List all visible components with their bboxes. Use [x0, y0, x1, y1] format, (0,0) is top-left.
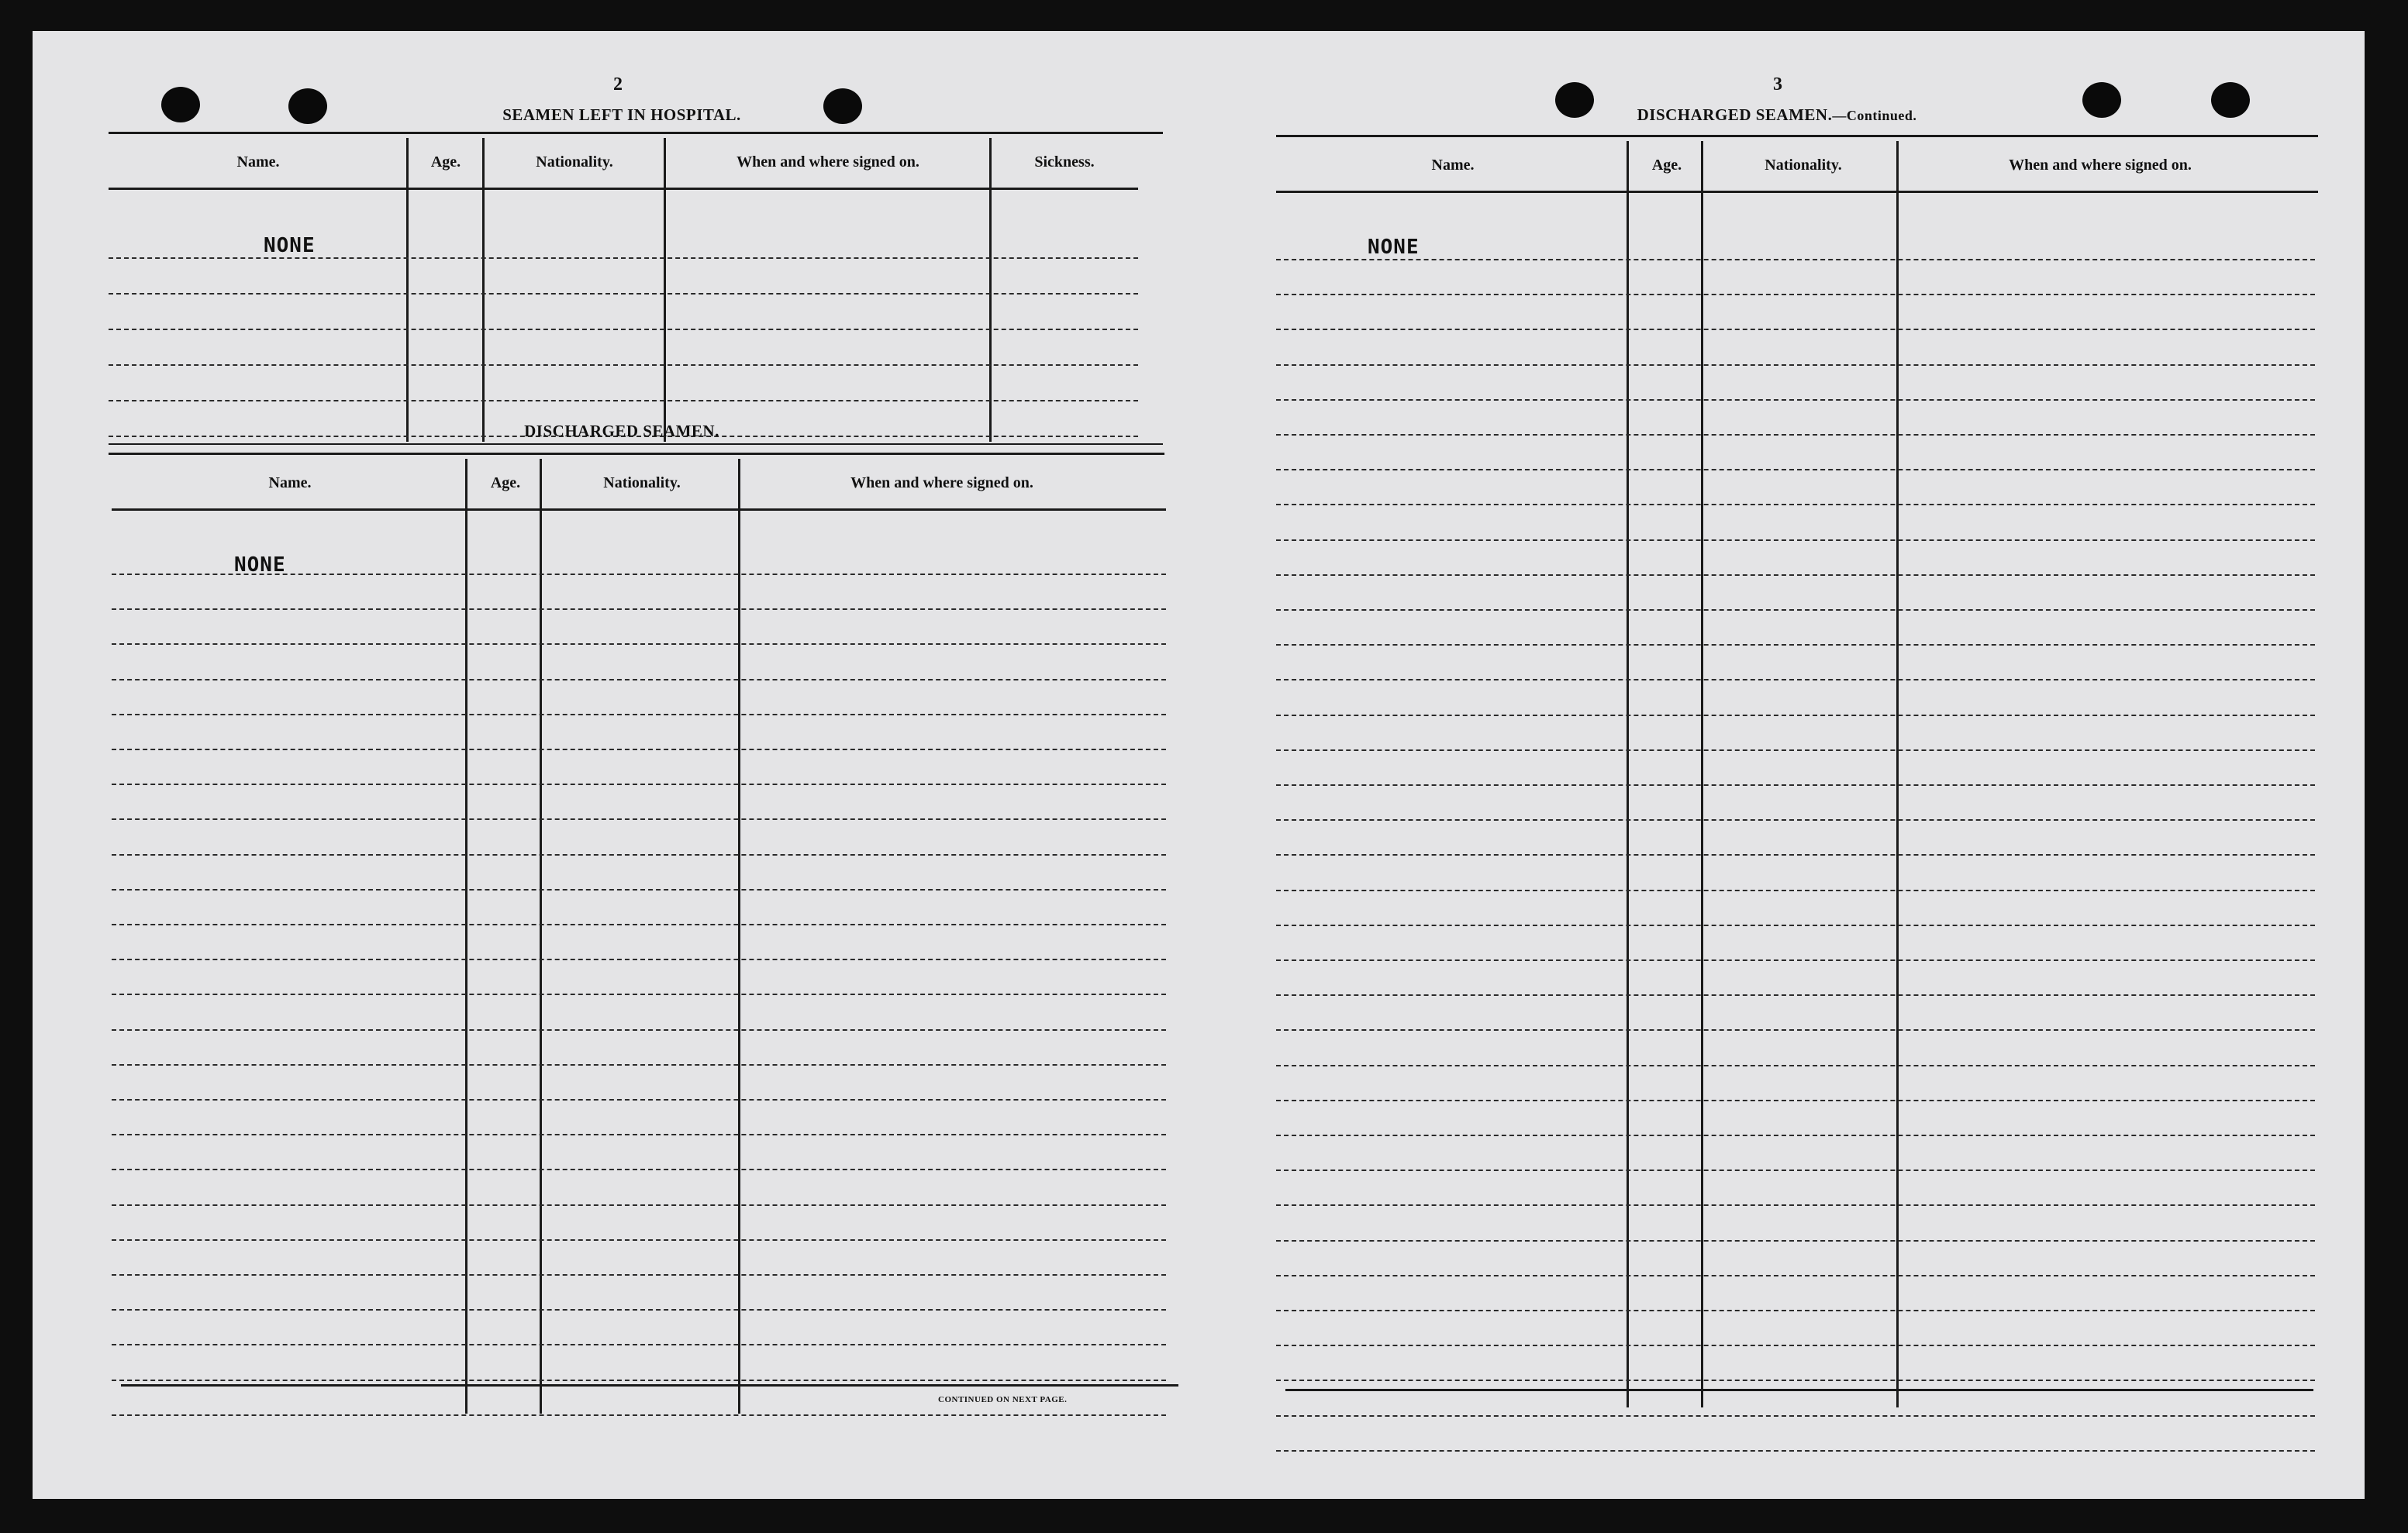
- row-line: [112, 818, 1166, 820]
- row-line: [112, 608, 1166, 610]
- row-line: [1276, 539, 2315, 541]
- row-line: [112, 1029, 1166, 1031]
- row-line: [1276, 504, 2315, 505]
- row-line: [1276, 1310, 2315, 1311]
- hospital-top-rule: [109, 132, 1163, 134]
- right-top-rule: [1276, 135, 2318, 137]
- row-line: [1276, 329, 2315, 330]
- hospital-entry-none: NONE: [264, 234, 316, 257]
- row-line: [1276, 925, 2315, 926]
- row-line: [1276, 1204, 2315, 1206]
- discharged-entry-none: NONE: [234, 553, 286, 577]
- row-line: [1276, 715, 2315, 716]
- row-line: [1276, 644, 2315, 646]
- row-line: [112, 1064, 1166, 1066]
- column-divider: [482, 138, 485, 442]
- row-line: [112, 924, 1166, 925]
- row-line: [1276, 679, 2315, 680]
- row-line: [1276, 1240, 2315, 1242]
- column-header-nationality: Nationality.: [536, 153, 613, 171]
- row-line: [1276, 959, 2315, 961]
- row-line: [109, 400, 1138, 401]
- row-line: [112, 679, 1166, 680]
- row-line: [109, 329, 1138, 330]
- right-title-sub: —Continued.: [1832, 108, 1917, 123]
- column-header-signed-on: When and where signed on.: [850, 474, 1033, 491]
- column-header-name: Name.: [1431, 156, 1475, 174]
- column-header-age: Age.: [490, 474, 521, 491]
- column-divider: [664, 138, 666, 442]
- row-line: [112, 1380, 1166, 1381]
- row-line: [1276, 1345, 2315, 1346]
- row-line: [1276, 1100, 2315, 1101]
- row-line: [1276, 469, 2315, 470]
- left-page-number: 2: [613, 74, 623, 95]
- column-divider: [465, 459, 467, 1414]
- row-line: [1276, 854, 2315, 856]
- row-line: [109, 364, 1138, 366]
- column-header-name: Name.: [268, 474, 312, 491]
- row-line: [1276, 819, 2315, 821]
- column-header-name: Name.: [236, 153, 280, 171]
- discharged-continued-table: [1276, 141, 2323, 1420]
- header-underline: [112, 508, 1166, 511]
- row-line: [112, 1204, 1166, 1206]
- discharged-section-title: DISCHARGED SEAMEN.: [524, 422, 719, 440]
- row-line: [112, 1414, 1166, 1416]
- right-title-main: DISCHARGED SEAMEN.: [1637, 105, 1833, 124]
- row-line: [112, 643, 1166, 645]
- row-line: [1276, 574, 2315, 576]
- right-bottom-rule: [1285, 1389, 2313, 1391]
- left-bottom-rule: [121, 1384, 1178, 1387]
- row-line: [1276, 364, 2315, 366]
- column-header-signed-on: When and where signed on.: [2009, 156, 2192, 174]
- ledger-sheet: [33, 31, 2365, 1499]
- row-line: [112, 714, 1166, 715]
- discharged-top-rule: [109, 453, 1164, 455]
- row-line: [1276, 399, 2315, 401]
- continued-note: CONTINUED ON NEXT PAGE.: [938, 1395, 1068, 1404]
- punch-hole: [823, 88, 862, 124]
- punch-hole: [1555, 82, 1594, 118]
- column-divider: [989, 138, 992, 442]
- column-divider: [406, 138, 409, 442]
- row-line: [1276, 890, 2315, 891]
- hospital-section-title: SEAMEN LEFT IN HOSPITAL.: [502, 105, 741, 124]
- row-line: [1276, 434, 2315, 436]
- row-line: [1276, 1415, 2315, 1417]
- row-line: [1276, 1170, 2315, 1171]
- column-divider: [1627, 141, 1629, 1407]
- row-line: [112, 994, 1166, 995]
- row-line: [112, 1099, 1166, 1101]
- row-line: [1276, 1275, 2315, 1276]
- column-header-sickness: Sickness.: [1034, 153, 1095, 171]
- punch-hole: [2082, 82, 2121, 118]
- row-line: [109, 257, 1138, 259]
- row-line: [112, 889, 1166, 891]
- punch-hole: [161, 87, 200, 122]
- row-line: [112, 1274, 1166, 1276]
- punch-hole: [288, 88, 327, 124]
- row-line: [1276, 294, 2315, 295]
- row-line: [1276, 784, 2315, 786]
- continued-entry-none: NONE: [1368, 236, 1420, 259]
- column-header-signed-on: When and where signed on.: [737, 153, 919, 171]
- row-line: [109, 293, 1138, 295]
- row-line: [1276, 1450, 2315, 1452]
- row-line: [1276, 749, 2315, 751]
- row-line: [112, 1239, 1166, 1241]
- row-line: [112, 1134, 1166, 1135]
- right-section-title: [1622, 105, 1932, 125]
- right-page-number: 3: [1773, 74, 1782, 95]
- row-line: [112, 784, 1166, 785]
- row-line: [1276, 1135, 2315, 1136]
- row-line: [1276, 1380, 2315, 1381]
- column-header-nationality: Nationality.: [603, 474, 681, 491]
- hospital-table: [109, 138, 1163, 442]
- row-line: [1276, 259, 2315, 260]
- row-line: [112, 1169, 1166, 1170]
- header-underline: [1276, 191, 2318, 193]
- column-header-age: Age.: [1651, 156, 1682, 174]
- row-line: [112, 1309, 1166, 1311]
- row-line: [112, 1344, 1166, 1345]
- discharged-table: [112, 459, 1174, 1466]
- punch-hole: [2211, 82, 2250, 118]
- column-header-nationality: Nationality.: [1765, 156, 1842, 174]
- header-underline: [109, 188, 1138, 190]
- row-line: [112, 749, 1166, 750]
- row-line: [1276, 994, 2315, 996]
- row-line: [1276, 1029, 2315, 1031]
- column-header-age: Age.: [430, 153, 461, 171]
- column-divider: [540, 459, 542, 1414]
- row-line: [112, 854, 1166, 856]
- row-line: [1276, 1065, 2315, 1066]
- column-divider: [738, 459, 740, 1414]
- row-line: [112, 959, 1166, 960]
- column-divider: [1701, 141, 1703, 1407]
- column-divider: [1896, 141, 1899, 1407]
- row-line: [1276, 609, 2315, 611]
- hospital-bottom-rule: [109, 443, 1163, 445]
